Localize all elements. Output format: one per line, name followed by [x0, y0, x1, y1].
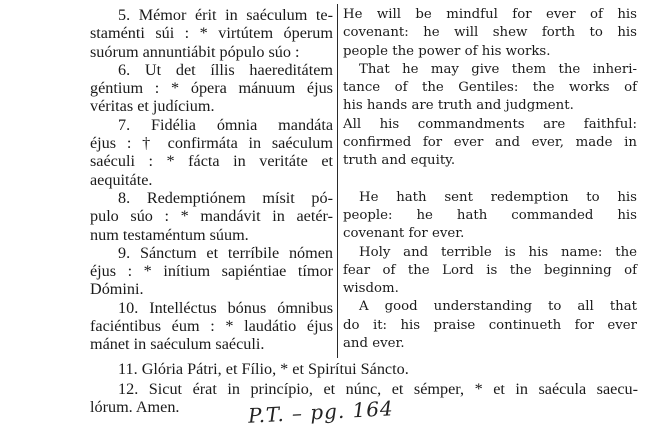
doxology-line: Sicut érat in princípio, et núnc, et sémper, * et in saécula saecu- — [148, 380, 638, 398]
english-line: his hands are truth and judgment. — [343, 98, 574, 114]
latin-verse-7 — [90, 116, 333, 189]
latin-column — [90, 6, 333, 354]
latin-line: éjus : * inítium sapiéntiae tímor — [90, 262, 333, 281]
latin-line: Sánctum et terríbile nómen — [139, 243, 334, 262]
latin-line: staménti súi : * virtútem óperum — [90, 24, 333, 43]
english-line: Holy and terrible is his name: the — [359, 244, 637, 260]
verse-number: 7. — [118, 115, 131, 134]
verse-number: 9. — [118, 243, 131, 262]
latin-line: suórum annuntiábit pópulo súo : — [90, 42, 300, 61]
latin-line: Dómini. — [90, 280, 144, 299]
english-verse-8 — [343, 189, 637, 244]
english-line: He will be mindful for ever of his — [343, 7, 637, 22]
latin-line: éjus : † confirmáta in saéculum — [90, 134, 333, 153]
english-line: confirmed for ever and ever, made in — [343, 135, 637, 151]
latin-verse-9 — [90, 244, 333, 299]
latin-line: mánet in saéculum saéculi. — [90, 335, 265, 354]
latin-verse-5 — [90, 6, 333, 61]
english-column — [343, 6, 637, 353]
english-line: That he may give them the inheri- — [359, 61, 637, 77]
doxology-line: lórum. Amen. — [90, 398, 180, 417]
english-line: tance of the Gentiles: the works of — [343, 80, 637, 96]
english-line: do it: his praise continueth for ever — [343, 317, 637, 333]
latin-line: aequitáte. — [90, 170, 153, 189]
latin-verse-8 — [90, 189, 333, 244]
latin-line: Ut det íllis haereditátem — [144, 60, 334, 79]
latin-verse-10 — [90, 299, 333, 354]
doxology-line: Glória Pátri, et Fílio, * et Spirítui Sáncto. — [141, 360, 409, 378]
column-divider — [337, 4, 338, 358]
english-line: people: he hath commanded his — [343, 207, 637, 223]
verse-number: 8. — [118, 188, 131, 207]
english-verse-7 — [343, 116, 637, 171]
english-line: All his commandments are faithful: — [343, 116, 637, 132]
english-line: A good understanding to all that — [359, 299, 637, 315]
english-line: covenant for ever. — [343, 226, 465, 242]
latin-line: Intelléctus bónus ómnibus — [149, 298, 333, 317]
verse-number: 6. — [118, 60, 131, 79]
latin-verse-6 — [90, 61, 333, 116]
latin-line: num testaméntum súum. — [90, 225, 249, 244]
english-line: He hath sent redemption to his — [359, 189, 637, 205]
english-line: fear of the Lord is the beginning of — [343, 262, 637, 278]
latin-line: véritas et judícium. — [90, 97, 215, 116]
verse-number: 5. — [118, 6, 131, 24]
english-verse-5 — [343, 6, 637, 61]
english-line: and ever. — [343, 336, 405, 352]
verse-number: 11. — [118, 360, 138, 378]
latin-line: pulo súo : * mandávit in aetér- — [90, 207, 333, 226]
verse-number: 10. — [118, 298, 139, 317]
latin-line: Mémor érit in saéculum te- — [138, 6, 333, 24]
english-line: covenant: he will shew forth to his — [343, 25, 637, 41]
handwritten-page-note: P.T. – pg. 164 — [247, 396, 395, 428]
doxology-verse-11 — [90, 360, 638, 378]
english-verse-9 — [343, 244, 637, 299]
english-line: people the power of his works. — [343, 43, 551, 59]
latin-line: géntium : * ópera mánuum éjus — [90, 79, 333, 98]
verse-number: 12. — [118, 380, 139, 398]
latin-line: saéculi : * fácta in veritáte et — [90, 152, 333, 171]
latin-line: Fidélia ómnia mandáta — [151, 115, 334, 134]
latin-line: faciéntibus éum : * laudátio éjus — [90, 317, 333, 336]
english-verse-6 — [343, 61, 637, 116]
latin-line: Redemptiónem mísit pó- — [146, 188, 333, 207]
english-line: truth and equity. — [343, 153, 456, 169]
english-line: wisdom. — [343, 281, 399, 297]
english-verse-10 — [343, 298, 637, 353]
